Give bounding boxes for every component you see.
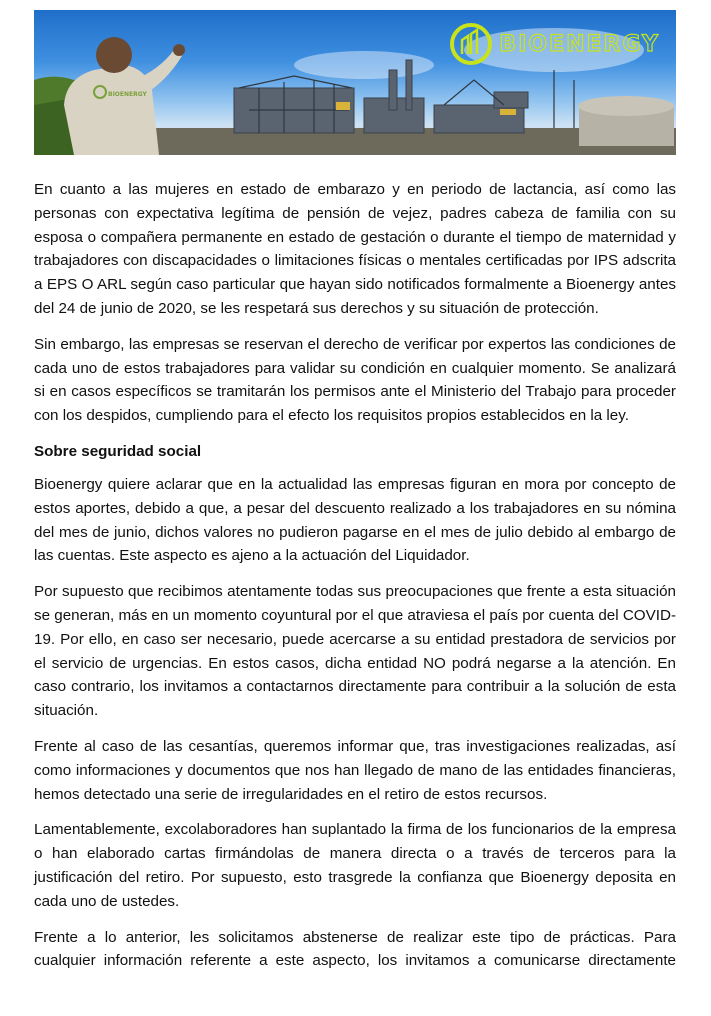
header-banner — [34, 10, 676, 155]
article-body — [34, 178, 676, 985]
shirt-logo: BIOENERGY — [108, 91, 147, 98]
paragraph-covid-urgencies: Por supuesto que recibimos atentamente todas sus preocupaciones que frente a esta situación se generan, más en un momento coyuntural por el que atraviesa el país por cuenta del COVID-19. Por ello, en caso ser necesario, puede acercarse a su entidad prestadora de servicios por el servicio de urgencias. En estos casos, dicha entidad NO podrá negarse a la atención. En caso contrario, los invitamos a contactarnos directamente para contribuir a la solución de esta situación. — [34, 583, 676, 720]
paragraph-verification: Sin embargo, las empresas se reservan el derecho de verificar por expertos las condiciones de cada uno de estos trabajadores para validar su condición en cualquier momento. Se analizará si en casos específicos se tramitarán los permisos ante el Ministerio del Trabajo para proceder con los despidos, cumpliendo para el efecto los requisitos propios establecidos en la ley. — [34, 335, 676, 425]
paragraph-signature-fraud: Lamentablemente, excolaboradores han suplantado la firma de los funcionarios de la empresa o han elaborado cartas firmándolas de manera directa o a través de terceros para la justificación del retiro. Por supuesto, esto trasgrede la confianza que Bioenergy deposita en cada uno de ustedes. — [34, 821, 676, 910]
bioenergy-logo-icon — [449, 22, 493, 66]
paragraph-cesantias: Frente al caso de las cesantías, queremos informar que, tras investigaciones realizadas, así como informaciones y documentos que nos han llegado de mano de las entidades financieras, hemos detectado una serie de irregularidades en el retiro de estos recursos. — [34, 737, 676, 803]
paragraph-request: Frente a lo anterior, les solicitamos abstenerse de realizar este tipo de prácticas. Para cualquier información referente a este aspecto, los invitamos a comunicarse directamente — [34, 928, 676, 970]
paragraph-social-security-arrears: Bioenergy quiere aclarar que en la actualidad las empresas figuran en mora por concepto de estos aportes, debido a que, a pesar del descuento realizado a los trabajadores en su nómina del mes de junio, dichos valores no pudieron pagarse en el mes de julio debido al embargo de las cuentas. Este aspecto es ajeno a la actuación del Liquidador. — [34, 475, 676, 565]
company-logo — [449, 22, 660, 66]
section-heading: Sobre seguridad social — [34, 442, 202, 460]
paragraph-protected-workers: En cuanto a las mujeres en estado de embarazo y en periodo de lactancia, así como las personas con expectativa legítima de pensión de vejez, padres cabeza de familia con su esposa o compañera permanente en estado de gestación o durante el tiempo de maternidad y trabajadores con discapacidades o limitaciones físicas o mentales certificadas por IPS adscrita a EPS O ARL según caso particular que hayan sido notificados formalmente a Bioenergy antes del 24 de junio de 2020, se les respetará sus derechos y su situación de protección. — [34, 181, 676, 317]
logo-text: BIOENERGY — [499, 31, 660, 57]
